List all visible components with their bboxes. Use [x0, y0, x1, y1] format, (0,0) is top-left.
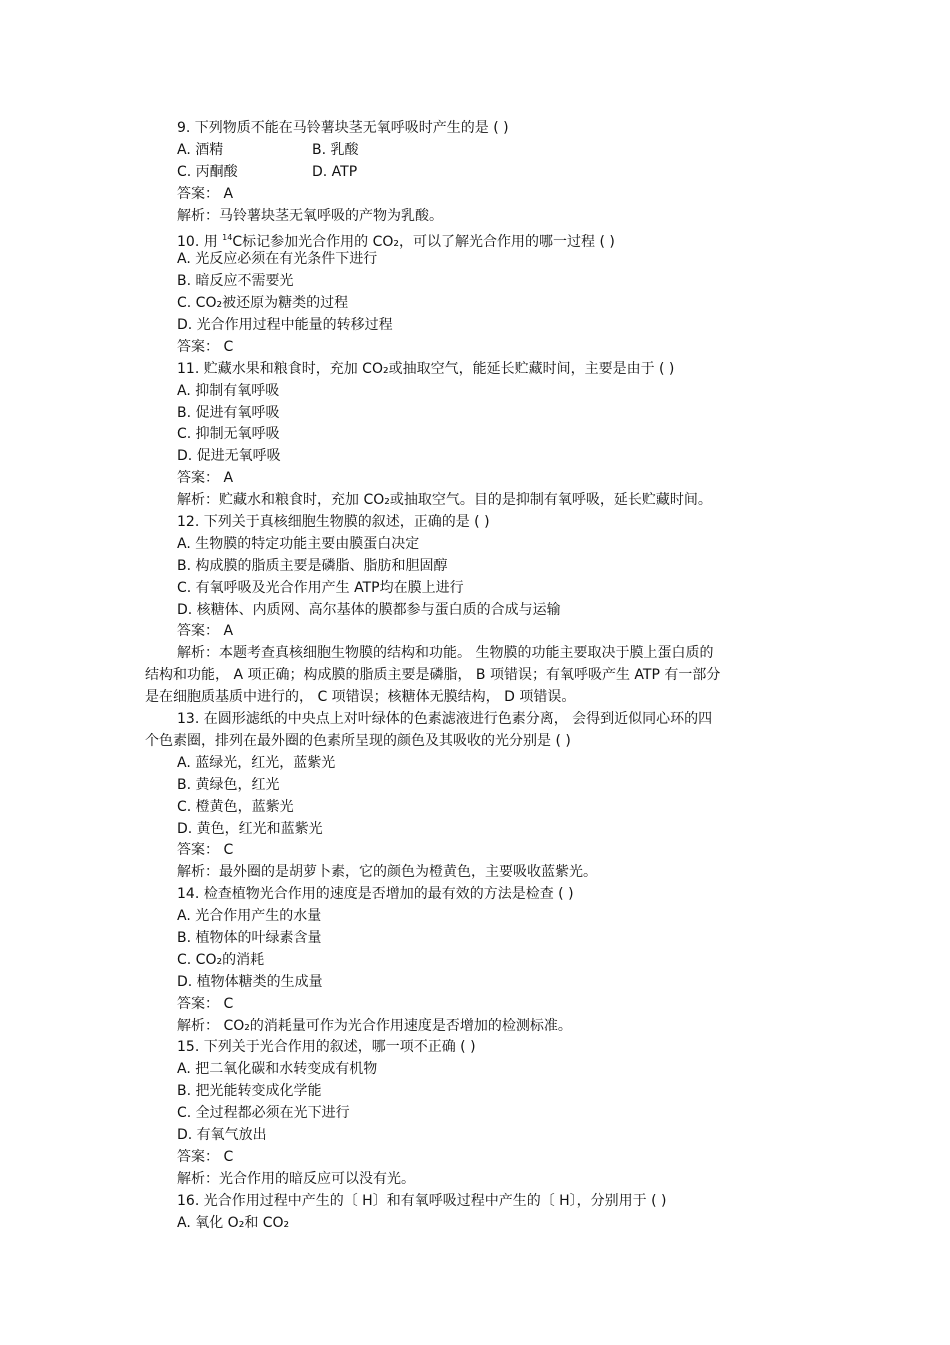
document-page [0, 118, 950, 1234]
question-14-analysis: 解析： CO₂的消耗量可作为光合作用速度是否增加的检测标准。 [177, 1017, 572, 1034]
question-9-options-ab [0, 140, 950, 162]
question-13-option-a: A. 蓝绿光，红光，蓝紫光 [177, 754, 336, 771]
question-12-option-d: D. 核糖体、内质网、高尔基体的膜都参与蛋白质的合成与运输 [177, 601, 561, 618]
question-14-answer: 答案： C [177, 995, 234, 1012]
question-15-option-a: A. 把二氧化碳和水转变成有机物 [177, 1061, 378, 1078]
question-15-option-b: B. 把光能转变成化学能 [177, 1083, 322, 1100]
question-16-stem: 16. 光合作用过程中产生的〔 H〕和有氧呼吸过程中产生的〔 H〕，分别用于 ( ) [177, 1192, 667, 1209]
question-14-option-d: D. 植物体糖类的生成量 [177, 973, 323, 990]
question-13-option-d: D. 黄色，红光和蓝紫光 [177, 820, 323, 837]
question-9-analysis: 解析：马铃薯块茎无氧呼吸的产物为乳酸。 [177, 207, 443, 224]
question-15-answer: 答案： C [177, 1148, 234, 1165]
question-14-option-c: C. CO₂的消耗 [177, 951, 265, 968]
question-11-stem: 11. 贮藏水果和粮食时，充加 CO₂或抽取空气，能延长贮藏时间，主要是由于 ( ) [177, 360, 675, 377]
question-10-answer: 答案： C [177, 338, 234, 355]
question-11-answer: 答案： A [177, 470, 234, 487]
question-10-stem-prefix: 10. 用 [177, 234, 223, 251]
question-12-stem: 12. 下列关于真核细胞生物膜的叙述，正确的是 ( ) [177, 514, 490, 531]
question-12-analysis-line-3: 是在细胞质基质中进行的， C 项错误；核糖体无膜结构， D 项错误。 [145, 689, 576, 706]
question-10-option-b: B. 暗反应不需要光 [177, 273, 294, 290]
question-11-option-b: B. 促进有氧呼吸 [177, 404, 280, 421]
question-13-option-c: C. 橙黄色，蓝紫光 [177, 798, 294, 815]
question-9-stem: 9. 下列物质不能在马铃薯块茎无氧呼吸时产生的是 ( ) [177, 120, 509, 136]
question-13-answer: 答案： C [177, 842, 234, 859]
question-12-analysis-line-1: 解析：本题考查真核细胞生物膜的结构和功能。 生物膜的功能主要取决于膜上蛋白质的 [177, 645, 714, 662]
question-12-answer: 答案： A [177, 623, 234, 640]
question-13-option-b: B. 黄绿色，红光 [177, 776, 280, 793]
question-11-option-a: A. 抑制有氧呼吸 [177, 382, 280, 399]
question-10-isotope-superscript: 14 [222, 233, 233, 243]
question-9-option-a: A. 酒精 [177, 141, 224, 158]
question-10-option-d: D. 光合作用过程中能量的转移过程 [177, 317, 393, 334]
question-16-option-a: A. 氧化 O₂和 CO₂ [177, 1214, 290, 1231]
question-13-stem-line-1: 13. 在圆形滤纸的中央点上对叶绿体的色素滤液进行色素分离， 会得到近似同心环的四 [177, 711, 713, 728]
question-11-analysis: 解析：贮藏水和粮食时，充加 CO₂或抽取空气。目的是抑制有氧呼吸，延长贮藏时间。 [177, 492, 712, 509]
question-9-answer: 答案： A [177, 185, 234, 202]
question-14-option-a: A. 光合作用产生的水量 [177, 908, 322, 925]
question-10-stem [0, 227, 950, 249]
question-11-option-d: D. 促进无氧呼吸 [177, 448, 281, 465]
question-15-stem: 15. 下列关于光合作用的叙述，哪一项不正确 ( ) [177, 1039, 476, 1056]
question-13-analysis: 解析：最外圈的是胡萝卜素，它的颜色为橙黄色，主要吸收蓝紫光。 [177, 864, 597, 881]
question-10-option-c: C. CO₂被还原为糖类的过程 [177, 295, 349, 312]
question-15-option-d: D. 有氧气放出 [177, 1126, 267, 1143]
question-10-stem-text: C标记参加光合作用的 CO₂，可以了解光合作用的哪一过程 ( ) [232, 234, 615, 251]
question-12-option-c: C. 有氧呼吸及光合作用产生 ATP均在膜上进行 [177, 579, 464, 596]
question-14-stem: 14. 检查植物光合作用的速度是否增加的最有效的方法是检查 ( ) [177, 886, 574, 903]
question-9-option-b: B. 乳酸 [312, 141, 359, 158]
question-14-option-b: B. 植物体的叶绿素含量 [177, 929, 322, 946]
question-12-option-b: B. 构成膜的脂质主要是磷脂、脂肪和胆固醇 [177, 557, 448, 574]
question-11-option-c: C. 抑制无氧呼吸 [177, 426, 280, 443]
question-13-stem-line-2: 个色素圈，排列在最外圈的色素所呈现的颜色及其吸收的光分别是 ( ) [145, 732, 571, 749]
question-9-options-cd [0, 162, 950, 184]
question-10-option-a: A. 光反应必须在有光条件下进行 [177, 251, 378, 268]
question-12-option-a: A. 生物膜的特定功能主要由膜蛋白决定 [177, 535, 420, 552]
question-15-analysis: 解析：光合作用的暗反应可以没有光。 [177, 1170, 415, 1187]
question-9-option-d: D. ATP [312, 163, 358, 180]
question-15-option-c: C. 全过程都必须在光下进行 [177, 1105, 350, 1122]
question-9-option-c: C. 丙酮酸 [177, 163, 238, 180]
question-12-analysis-line-2: 结构和功能， A 项正确；构成膜的脂质主要是磷脂， B 项错误；有氧呼吸产生 ATP 有一部分 [145, 667, 721, 684]
